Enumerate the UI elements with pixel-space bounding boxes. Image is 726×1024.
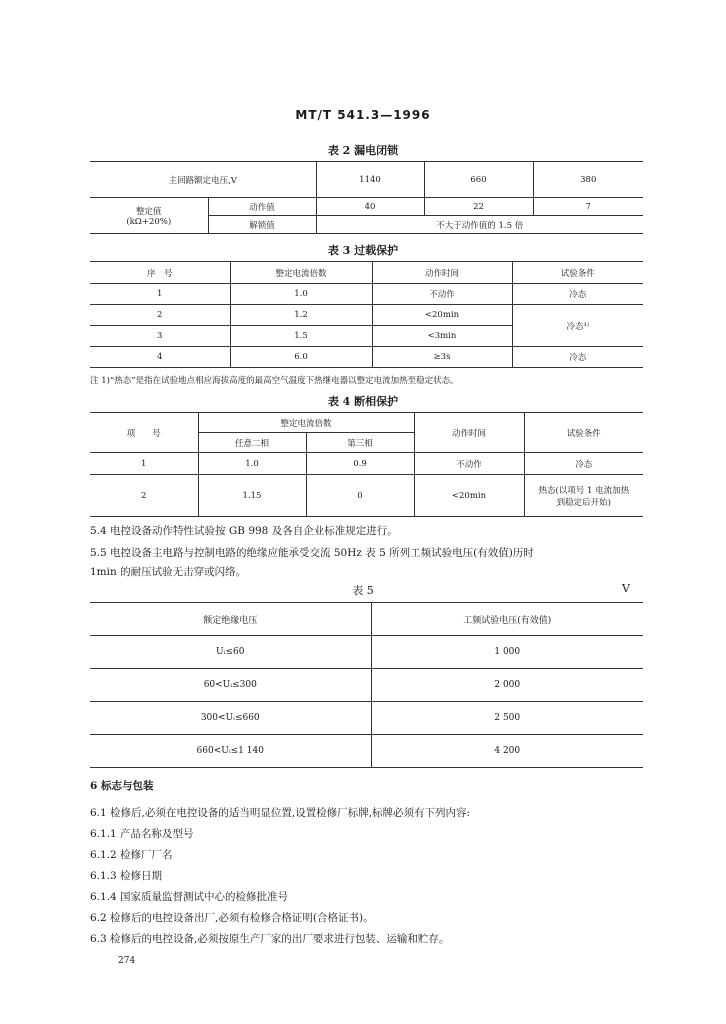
table3-header: 序 号	[90, 262, 230, 284]
table4-header: 第三相	[306, 433, 414, 453]
table3-cell: 6.0	[230, 347, 372, 368]
page-number: 274	[118, 956, 136, 966]
table-row	[90, 347, 643, 368]
table3-cell: 1.5	[230, 326, 372, 347]
table5-cell: 300<Uᵢ≤660	[90, 702, 371, 735]
table5-header-row	[90, 603, 643, 636]
table5-cell: 2 500	[371, 702, 643, 735]
table2-caption: 表 2 漏电闭锁	[327, 144, 399, 157]
list-item: 6.2 检修后的电控设备出厂,必须有检修合格证明(合格证书)。	[90, 912, 374, 924]
table5-cell: 660<Uᵢ≤1 140	[90, 735, 371, 768]
list-item: 6.1.2 检修厂厂名	[90, 849, 173, 861]
table3-cell: ≥3s	[372, 347, 512, 368]
table-row	[90, 735, 643, 768]
table2-setting-label-line1: 整定值	[135, 206, 162, 217]
table4-cell: <20min	[414, 475, 524, 517]
table2-setting-label-line2: (kΩ+20%)	[126, 216, 172, 227]
table5-caption: 表 5	[352, 584, 374, 597]
list-item: 6.1.4 国家质量监督测试中心的检修批准号	[90, 891, 289, 903]
table3-cell: 1	[90, 284, 230, 305]
table4-cell	[524, 475, 643, 517]
table4-caption: 表 4 断相保护	[327, 395, 399, 408]
table3-cell: 1.2	[230, 305, 372, 326]
table2-cell: 动作值	[208, 198, 316, 216]
table2-voltage-label: 主回路额定电压,V	[90, 162, 316, 198]
table5-cell: Uᵢ≤60	[90, 636, 371, 669]
table2-row-voltage	[90, 162, 643, 198]
table2-cell: 40	[316, 198, 424, 216]
table-row	[90, 636, 643, 669]
table3-footnote: 注 1)“热态”是指在试验地点相应海拔高度的最高空气温度下热继电器以整定电流加热至稳定状态。	[90, 376, 459, 386]
table3-cell: 3	[90, 326, 230, 347]
table3-header-row	[90, 262, 643, 284]
table-row	[90, 475, 643, 517]
document-header: MT/T 541.3—1996	[295, 108, 431, 122]
table4-cell: 1.15	[198, 475, 306, 517]
table5-header: 工频试验电压(有效值)	[371, 603, 643, 636]
table3-cell: 4	[90, 347, 230, 368]
table4-header: 试验条件	[524, 413, 643, 453]
table2-cell: 380	[533, 162, 643, 198]
table2-cell: 不大于动作值的 1.5 倍	[316, 216, 643, 234]
table3-header: 整定电流倍数	[230, 262, 372, 284]
table4-header: 项 号	[90, 413, 198, 453]
table4-cell: 1	[90, 453, 198, 475]
table3-header: 动作时间	[372, 262, 512, 284]
table2-cell: 22	[424, 198, 533, 216]
table3-header: 试验条件	[512, 262, 643, 284]
list-item: 6.1.1 产品名称及型号	[90, 828, 194, 840]
table3-cell: <20min	[372, 305, 512, 326]
table3-cell: 冷态	[512, 284, 643, 305]
table5-header: 额定绝缘电压	[90, 603, 371, 636]
table4-cell: 不动作	[414, 453, 524, 475]
table-row	[90, 453, 643, 475]
table-row	[90, 284, 643, 305]
table3-cell: 不动作	[372, 284, 512, 305]
para-5-4: 5.4 电控设备动作特性试验按 GB 998 及各自企业标准规定进行。	[90, 525, 398, 537]
table3-caption: 表 3 过载保护	[327, 244, 399, 257]
table4-cell: 冷态	[524, 453, 643, 475]
table4-cell: 1.0	[198, 453, 306, 475]
list-item: 6.3 检修后的电控设备,必须按原生产厂家的出厂要求进行包装、运输和贮存。	[90, 933, 450, 945]
table-row	[90, 702, 643, 735]
table5-cell: 2 000	[371, 669, 643, 702]
table4-header: 整定电流倍数	[198, 413, 414, 433]
table3-cell: 冷态	[512, 347, 643, 368]
table5-cell: 1 000	[371, 636, 643, 669]
table4-cond-line1: 热态(以项号 1 电流加热	[538, 485, 630, 496]
table2-cell: 7	[533, 198, 643, 216]
table5-cell: 4 200	[371, 735, 643, 768]
list-item: 6.1.3 检修日期	[90, 870, 163, 882]
para-5-5-line1: 5.5 电控设备主电路与控制电路的绝缘应能承受交流 50Hz 表 5 所列工频试验电压(有效值)历时	[90, 547, 534, 559]
table5-test-voltage	[90, 602, 643, 768]
table4-cond-line2: 到稳定后开始)	[556, 497, 611, 508]
table3-cell: 2	[90, 305, 230, 326]
table2-cell: 解锁值	[208, 216, 316, 234]
table3-merged-cond: 冷态¹⁾	[512, 305, 643, 347]
table4-cell: 2	[90, 475, 198, 517]
table-row	[90, 305, 643, 326]
table3-overload-protection	[90, 261, 643, 368]
para-5-5-line2: 1min 的耐压试验无击穿或闪络。	[90, 566, 247, 578]
table2-row-operate	[90, 198, 643, 216]
table4-header-row1	[90, 413, 643, 433]
table2-setting-label	[90, 198, 208, 234]
table2-cell: 1140	[316, 162, 424, 198]
table3-cell: 1.0	[230, 284, 372, 305]
table2-leakage-lockout	[90, 161, 643, 234]
table4-cell: 0.9	[306, 453, 414, 475]
table5-unit: V	[622, 582, 630, 595]
table4-cell: 0	[306, 475, 414, 517]
table5-cell: 60<Uᵢ≤300	[90, 669, 371, 702]
table3-cell: <3min	[372, 326, 512, 347]
table-row	[90, 669, 643, 702]
table2-cell: 660	[424, 162, 533, 198]
table4-phase-loss-protection	[90, 412, 643, 517]
table4-header: 任意二相	[198, 433, 306, 453]
section6-title: 6 标志与包装	[90, 780, 154, 792]
table4-header: 动作时间	[414, 413, 524, 453]
list-item: 6.1 检修后,必须在电控设备的适当明显位置,设置检修厂标牌,标牌必须有下列内容:	[90, 807, 471, 819]
